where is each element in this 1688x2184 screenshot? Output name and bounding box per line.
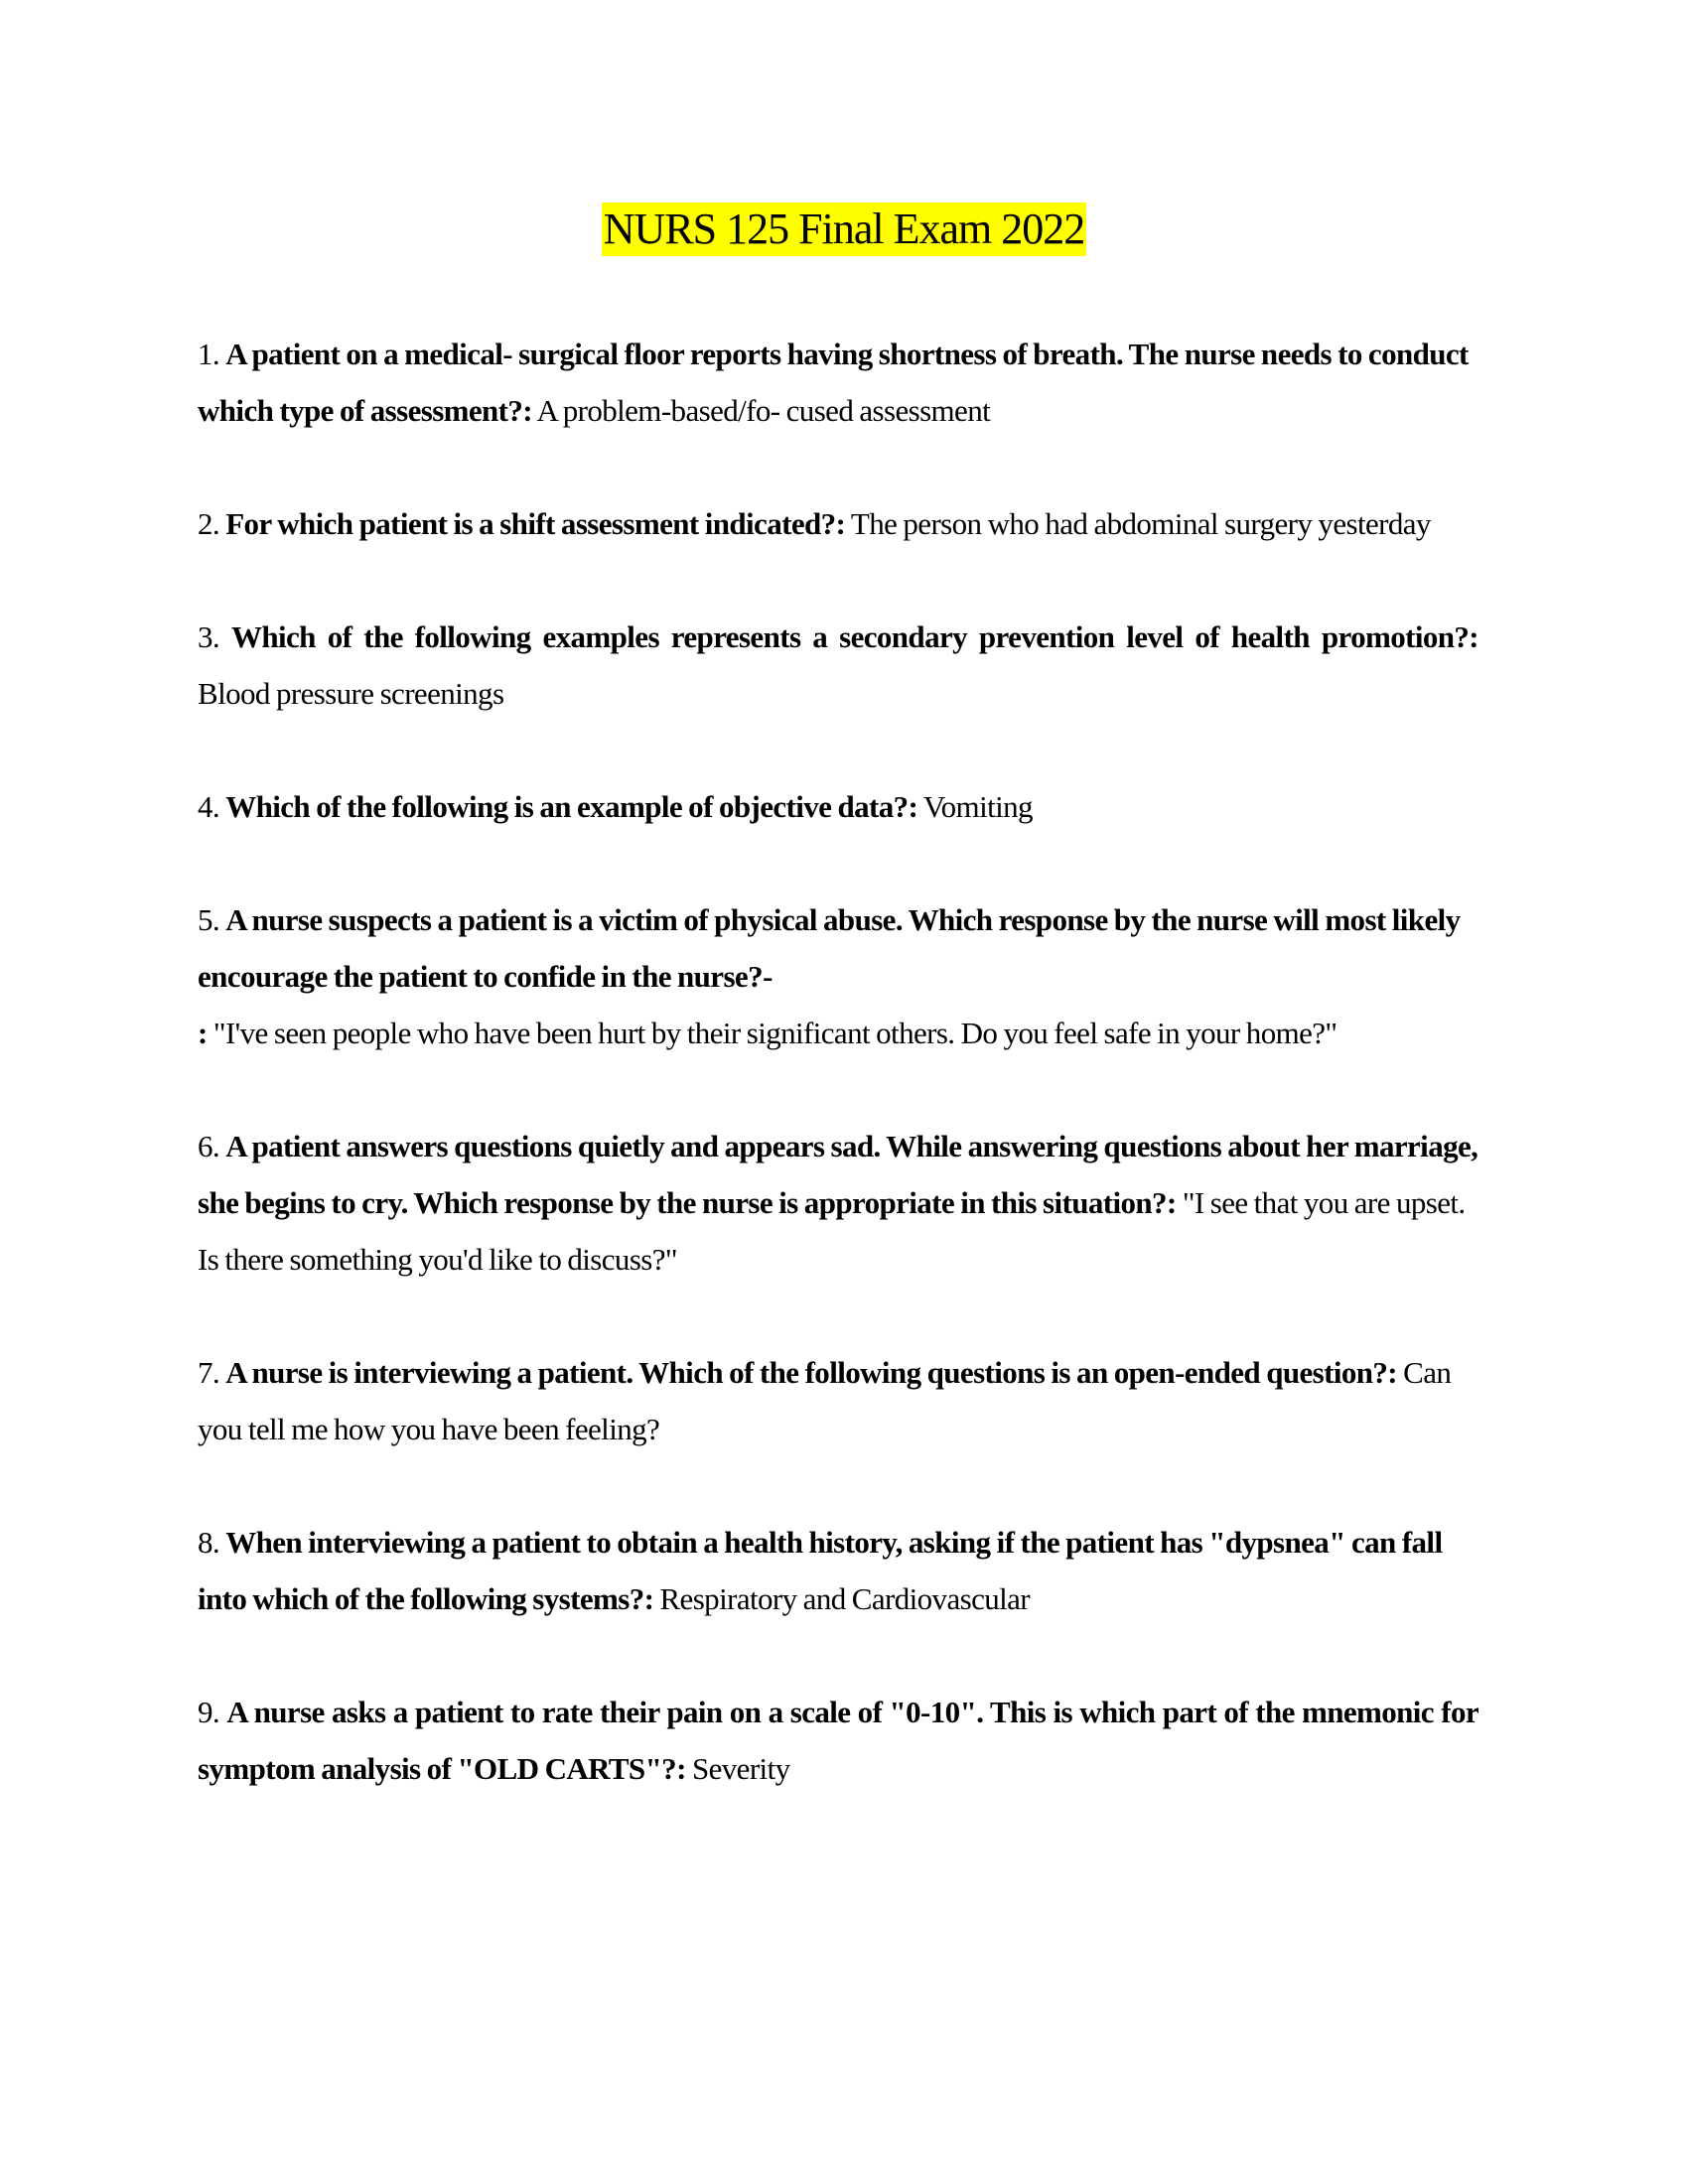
question-8 <box>198 1514 1478 1627</box>
answer-text: The person who had abdominal surgery yesterday <box>850 506 1431 541</box>
answer-text: Can you tell me how you have been feeling? <box>198 1355 1452 1446</box>
answer-text: A problem-based/fo- cused assessment <box>536 393 991 428</box>
question-3 <box>198 609 1478 722</box>
question-text: A patient answers questions quietly and appears sad. While answering questions about her marriage, she begins to cry. Which response by the nurse is appropriate in this situation?: <box>198 1129 1478 1220</box>
question-text: A patient on a medical- surgical floor reports having shortness of breath. The nurse needs to conduct which type of assessment?: <box>198 337 1469 428</box>
answer-text: Vomiting <box>922 789 1033 824</box>
question-number: 6. <box>198 1129 220 1163</box>
question-text: For which patient is a shift assessment indicated?: <box>225 506 846 541</box>
question-number: 4. <box>198 789 220 824</box>
question-number: 8. <box>198 1525 220 1560</box>
question-text: Which of the following examples represents a secondary prevention level of health promotion?: <box>230 619 1478 654</box>
question-number: 5. <box>198 902 220 937</box>
question-6 <box>198 1118 1478 1288</box>
question-number: 2. <box>198 506 220 541</box>
question-number: 9. <box>198 1695 220 1729</box>
question-number: 3. <box>198 619 220 654</box>
question-list <box>198 326 1478 1853</box>
answer-text: Respiratory and Cardiovascular <box>659 1581 1031 1616</box>
question-text: A nurse is interviewing a patient. Which of the following questions is an open-ended question?: <box>225 1355 1397 1390</box>
answer-text: "I see that you are upset. Is there something you'd like to discuss?" <box>198 1185 1466 1277</box>
question-text: A nurse asks a patient to rate their pain on a scale of "0-10". This is which part of the mnemonic for symptom analysis of "OLD CARTS"?: <box>198 1695 1479 1786</box>
document-title: NURS 125 Final Exam 2022 <box>602 203 1086 256</box>
question-4 <box>198 778 1478 835</box>
question-2 <box>198 495 1478 552</box>
answer-text: "I've seen people who have been hurt by their significant others. Do you feel safe in your home?" <box>212 1016 1337 1050</box>
question-text: When interviewing a patient to obtain a health history, asking if the patient has "dypsnea" can fall into which of the following systems?: <box>198 1525 1443 1616</box>
question-number: 7. <box>198 1355 220 1390</box>
question-number: 1. <box>198 337 220 371</box>
question-text: Which of the following is an example of objective data?: <box>225 789 918 824</box>
answer-text: Severity <box>691 1751 790 1786</box>
title-container <box>0 203 1688 256</box>
question-7 <box>198 1344 1478 1457</box>
question-5 <box>198 891 1478 1061</box>
answer-text: Blood pressure screenings <box>198 676 504 711</box>
question-1 <box>198 326 1478 439</box>
question-text: A nurse suspects a patient is a victim of physical abuse. Which response by the nurse will most likely encourage the patient to confide in the nurse?- : <box>198 902 1461 1050</box>
question-9 <box>198 1684 1478 1797</box>
